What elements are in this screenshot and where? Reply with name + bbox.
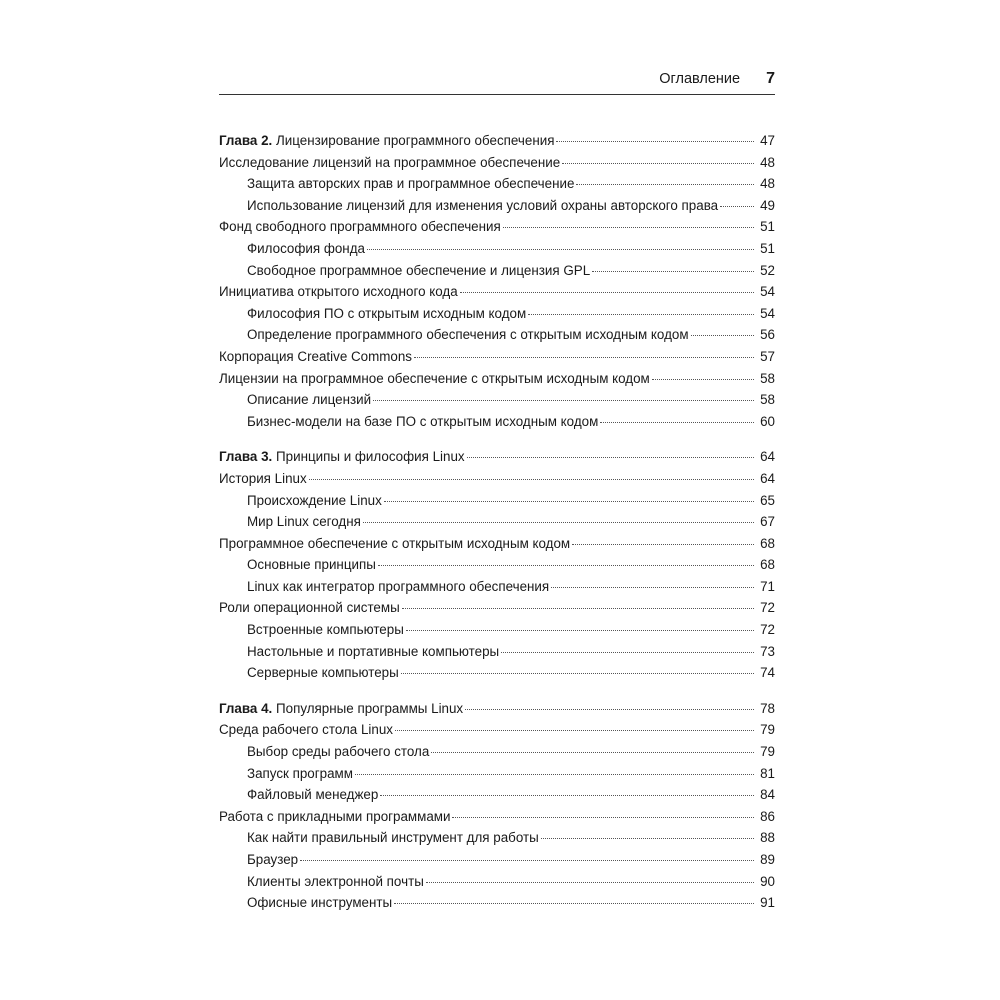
- dot-leader: [355, 774, 754, 775]
- page-number: 60: [760, 413, 775, 429]
- entry-title: Среда рабочего стола Linux: [219, 722, 393, 738]
- dot-leader: [600, 422, 754, 423]
- dot-leader: [378, 565, 754, 566]
- chapter-title: Лицензирование программного обеспечения: [276, 133, 555, 148]
- toc-subsection-entry[interactable]: [219, 871, 775, 893]
- entry-title: Как найти правильный инструмент для работы: [247, 830, 539, 846]
- dot-leader: [528, 314, 754, 315]
- dot-leader: [467, 457, 754, 458]
- entry-title: Linux как интегратор программного обеспечения: [247, 578, 550, 594]
- chapter-label: Глава 2.: [219, 133, 273, 148]
- dot-leader: [309, 479, 754, 480]
- page-number: 71: [760, 578, 775, 594]
- page-number: 64: [760, 470, 775, 486]
- chapter-title: Популярные программы Linux: [276, 700, 464, 716]
- page-number: 56: [760, 327, 775, 343]
- entry-title: Использование лицензий для изменения условий охраны авторского права: [247, 197, 719, 213]
- page-number: 48: [760, 154, 775, 170]
- chapter-heading: [219, 698, 463, 720]
- toc-section-entry[interactable]: [219, 597, 775, 619]
- toc-chapter-entry[interactable]: [219, 446, 775, 468]
- toc-subsection-entry[interactable]: [219, 195, 775, 217]
- entry-title: Свободное программное обеспечение и лицензия GPL: [247, 262, 591, 278]
- dot-leader: [556, 141, 754, 142]
- dot-leader: [395, 730, 754, 731]
- page-number: 81: [760, 765, 775, 781]
- entry-title: Лицензии на программное обеспечение с открытым исходным кодом: [219, 370, 650, 386]
- entry-title: Браузер: [247, 852, 299, 867]
- page-number: 72: [760, 600, 775, 616]
- toc-subsection-entry[interactable]: [219, 641, 775, 663]
- dot-leader: [541, 838, 754, 839]
- toc-section-entry[interactable]: [219, 281, 775, 303]
- page-number: 84: [760, 787, 775, 803]
- dot-leader: [572, 544, 754, 545]
- entry-title: Описание лицензий: [247, 392, 372, 408]
- page-number: 57: [760, 348, 775, 364]
- page-number: 64: [760, 449, 775, 465]
- toc-subsection-entry[interactable]: [219, 576, 775, 598]
- page-number: 91: [760, 895, 775, 911]
- entry-title: Встроенные компьютеры: [247, 622, 404, 638]
- dot-leader: [367, 249, 754, 250]
- toc-subsection-entry[interactable]: [219, 849, 775, 871]
- toc-subsection-entry[interactable]: [219, 173, 775, 195]
- toc-subsection-entry[interactable]: [219, 827, 775, 849]
- page-number: 52: [760, 262, 775, 278]
- toc-subsection-entry[interactable]: [219, 389, 775, 411]
- entry-title: Происхождение Linux: [247, 492, 382, 508]
- chapter-spacer: [219, 432, 775, 446]
- entry-title: Основные принципы: [247, 557, 376, 573]
- entry-title: Определение программного обеспечения с открытым исходным кодом: [247, 327, 689, 343]
- dot-leader: [501, 652, 754, 653]
- toc-section-entry[interactable]: [219, 346, 775, 368]
- entry-title: Офисные инструменты: [247, 895, 393, 911]
- page-number: 79: [760, 744, 775, 760]
- dot-leader: [720, 206, 754, 207]
- entry-title: Фонд свободного программного обеспечения: [219, 219, 501, 235]
- entry-title: Бизнес-модели на базе ПО с открытым исходным кодом: [247, 413, 599, 429]
- dot-leader: [551, 587, 754, 588]
- page-number: 51: [760, 240, 775, 256]
- page-number: 68: [760, 535, 775, 551]
- toc-chapter-entry[interactable]: [219, 698, 775, 720]
- entry-title: Работа с прикладными программами: [219, 808, 451, 824]
- toc-chapter-entry[interactable]: [219, 130, 775, 152]
- entry-title: Программное обеспечение с открытым исходным кодом: [219, 535, 571, 551]
- entry-title: Роли операционной системы: [219, 600, 400, 616]
- dot-leader: [652, 379, 754, 380]
- chapter-title: Принципы и философия Linux: [276, 449, 465, 465]
- chapter-heading: [219, 446, 465, 468]
- page-number: 51: [760, 219, 775, 235]
- page-number: 90: [760, 873, 775, 889]
- toc-subsection-entry[interactable]: [219, 892, 775, 914]
- dot-leader: [380, 795, 754, 796]
- page-number: 48: [760, 176, 775, 192]
- entry-title: Защита авторских прав и программное обеспечение: [247, 176, 575, 192]
- dot-leader: [300, 860, 754, 861]
- dot-leader: [460, 292, 754, 293]
- toc-subsection-entry[interactable]: [219, 303, 775, 325]
- dot-leader: [373, 400, 754, 401]
- entry-title: Мир Linux сегодня: [247, 514, 361, 530]
- chapter-label: Глава 3.: [219, 449, 273, 465]
- dot-leader: [414, 357, 754, 358]
- dot-leader: [592, 271, 754, 272]
- header-rule: [219, 94, 775, 95]
- toc-subsection-entry[interactable]: [219, 490, 775, 512]
- dot-leader: [384, 501, 754, 502]
- dot-leader: [576, 184, 754, 185]
- running-header: [219, 70, 775, 94]
- page-number: 54: [760, 284, 775, 300]
- page-number: 47: [760, 133, 775, 148]
- entry-title: Философия ПО с открытым исходным кодом: [247, 305, 527, 321]
- dot-leader: [431, 752, 754, 753]
- entry-title: Корпорация Creative Commons: [219, 348, 413, 364]
- entry-title: Серверные компьютеры: [247, 665, 399, 681]
- header-page-number: 7: [766, 70, 775, 87]
- dot-leader: [691, 335, 754, 336]
- toc-subsection-entry[interactable]: [219, 763, 775, 785]
- page-number: 73: [760, 643, 775, 659]
- page-number: 79: [760, 722, 775, 738]
- toc-subsection-entry[interactable]: [219, 662, 775, 684]
- page-number: 88: [760, 830, 775, 846]
- entry-title: Настольные и портативные компьютеры: [247, 643, 500, 659]
- chapter-spacer: [219, 684, 775, 698]
- dot-leader: [402, 608, 754, 609]
- toc-section-entry[interactable]: [219, 368, 775, 390]
- toc-subsection-entry[interactable]: [219, 260, 775, 282]
- chapter-heading: [219, 130, 554, 152]
- toc-subsection-entry[interactable]: [219, 554, 775, 576]
- toc-subsection-entry[interactable]: [219, 238, 775, 260]
- entry-title: Клиенты электронной почты: [247, 873, 424, 889]
- header-title: Оглавление: [659, 71, 741, 87]
- chapter-label: Глава 4.: [219, 700, 273, 716]
- toc-subsection-entry[interactable]: [219, 324, 775, 346]
- page-number: 78: [760, 700, 775, 716]
- page-number: 89: [760, 852, 775, 867]
- page-number: 67: [760, 514, 775, 530]
- page-number: 54: [760, 305, 775, 321]
- page-number: 86: [760, 808, 775, 824]
- toc-section-entry[interactable]: [219, 468, 775, 490]
- entry-title: Выбор среды рабочего стола: [247, 744, 430, 760]
- dot-leader: [452, 817, 754, 818]
- toc-section-entry[interactable]: [219, 806, 775, 828]
- table-of-contents: [219, 130, 775, 914]
- toc-subsection-entry[interactable]: [219, 619, 775, 641]
- toc-subsection-entry[interactable]: [219, 741, 775, 763]
- toc-section-entry[interactable]: [219, 719, 775, 741]
- dot-leader: [465, 709, 754, 710]
- dot-leader: [503, 227, 754, 228]
- entry-title: Файловый менеджер: [247, 787, 379, 803]
- toc-section-entry[interactable]: [219, 533, 775, 555]
- dot-leader: [406, 630, 754, 631]
- page-number: 65: [760, 492, 775, 508]
- dot-leader: [562, 163, 754, 164]
- page-number: 68: [760, 557, 775, 573]
- page-number: 58: [760, 392, 775, 408]
- dot-leader: [426, 882, 754, 883]
- page-number: 58: [760, 370, 775, 386]
- entry-title: Инициатива открытого исходного кода: [219, 284, 458, 300]
- page-number: 74: [760, 665, 775, 681]
- page-number: 72: [760, 622, 775, 638]
- toc-section-entry[interactable]: [219, 152, 775, 174]
- entry-title: Исследование лицензий на программное обеспечение: [219, 154, 561, 170]
- toc-subsection-entry[interactable]: [219, 411, 775, 433]
- page-number: 49: [760, 197, 775, 213]
- toc-section-entry[interactable]: [219, 216, 775, 238]
- toc-subsection-entry[interactable]: [219, 784, 775, 806]
- toc-subsection-entry[interactable]: [219, 511, 775, 533]
- dot-leader: [401, 673, 754, 674]
- dot-leader: [394, 903, 754, 904]
- dot-leader: [363, 522, 754, 523]
- entry-title: Философия фонда: [247, 240, 365, 256]
- entry-title: История Linux: [219, 470, 307, 486]
- entry-title: Запуск программ: [247, 765, 353, 781]
